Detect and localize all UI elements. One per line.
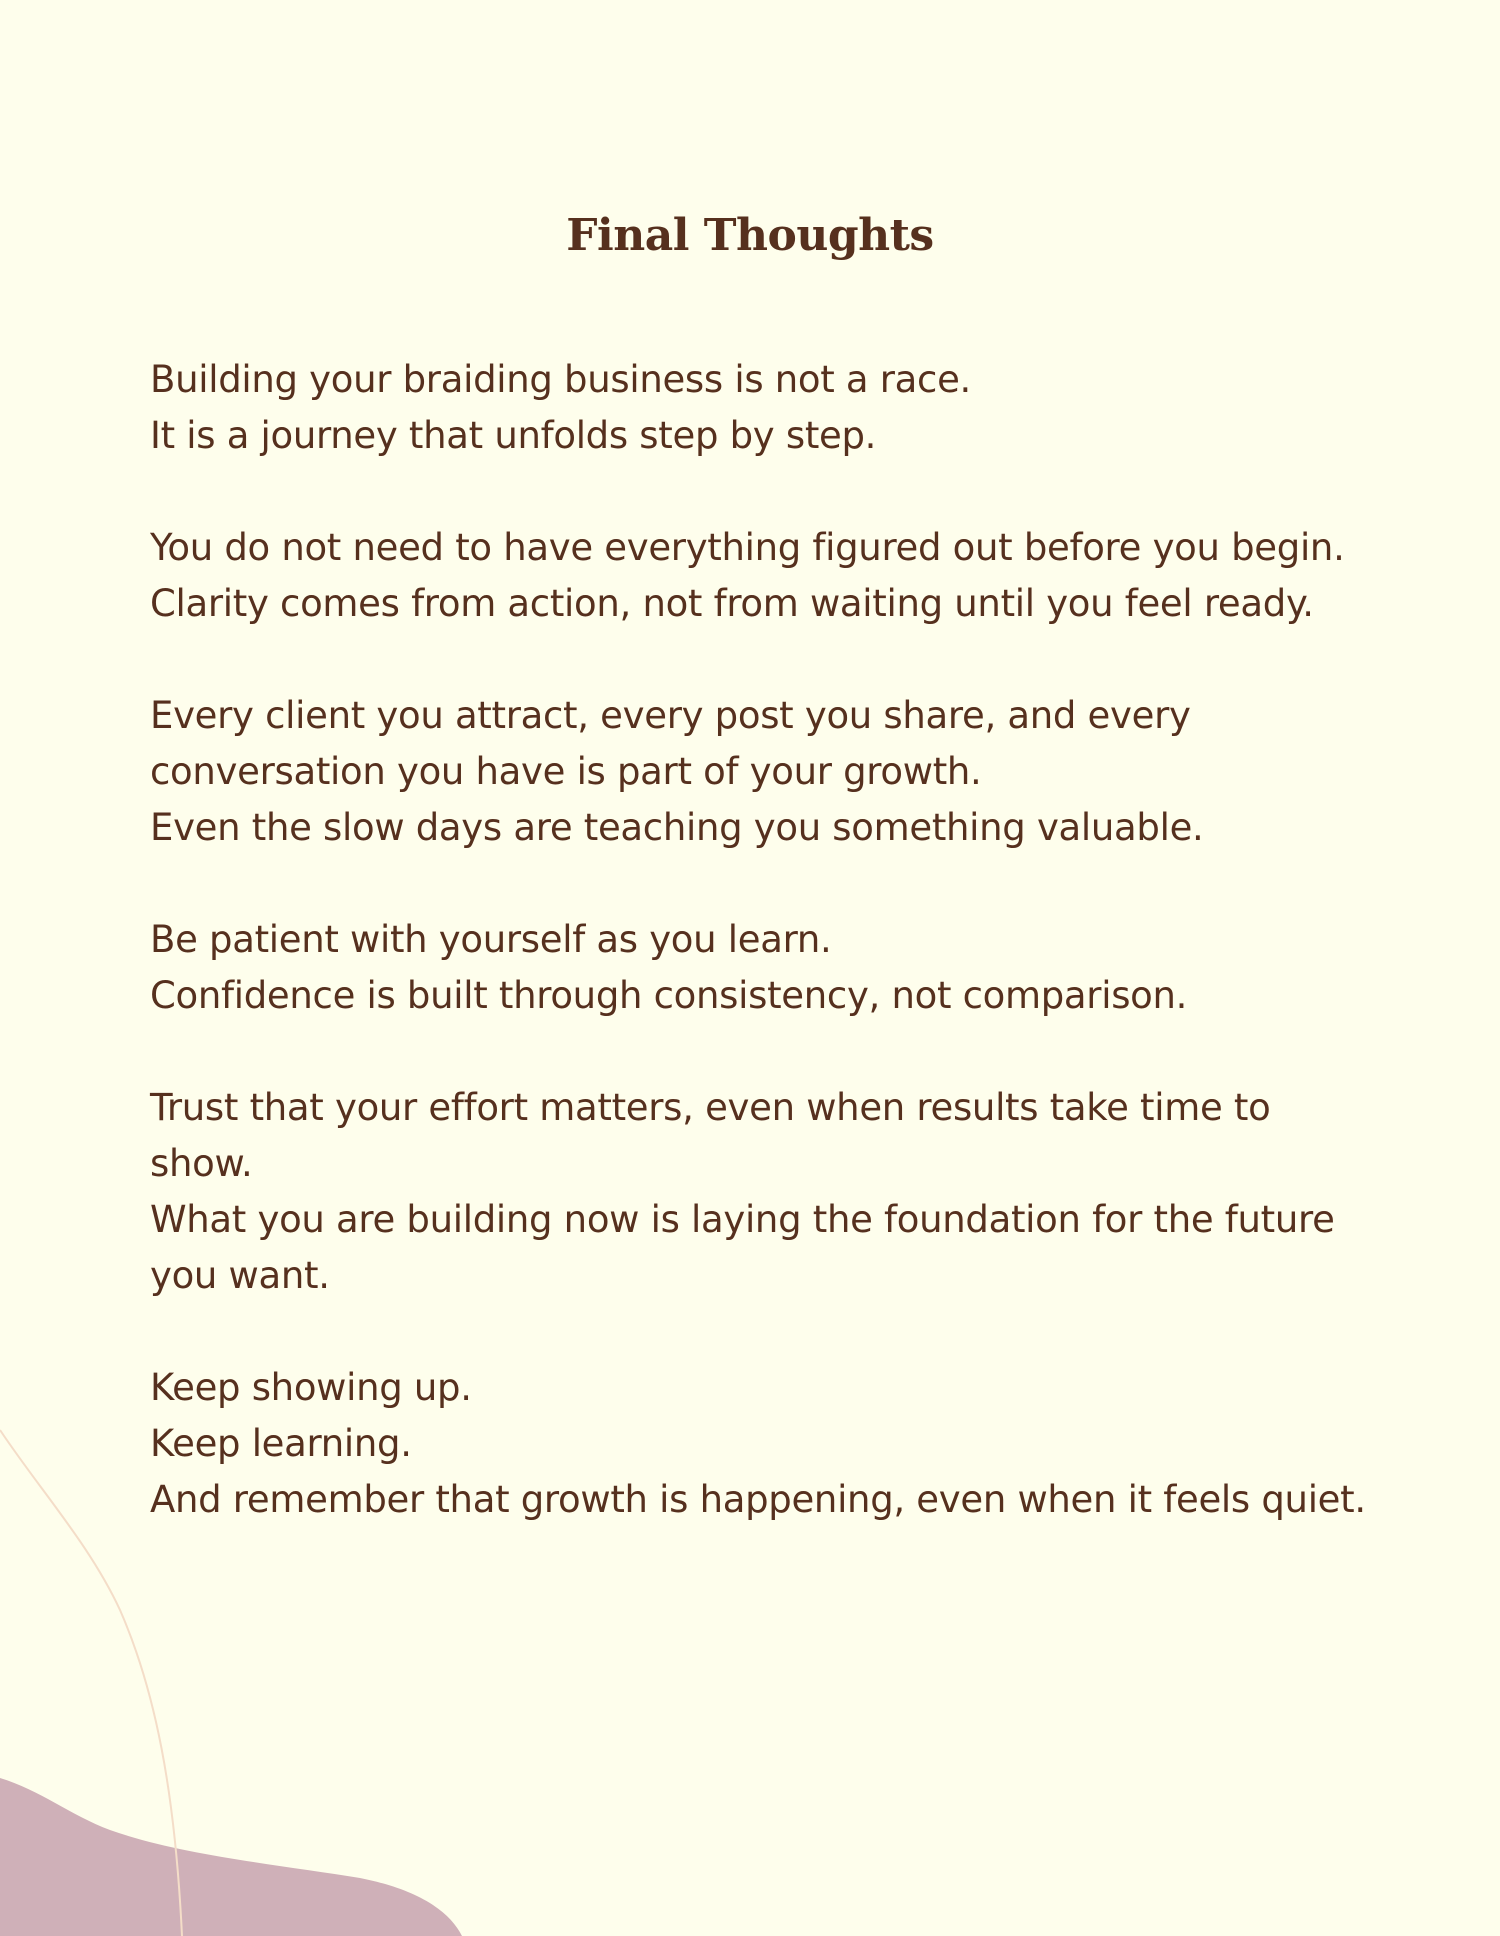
decorative-blob (0, 1778, 462, 1936)
paragraph (150, 352, 1370, 464)
text-line: You do not need to have everything figured out before you begin. (150, 526, 1345, 569)
paragraph (150, 912, 1370, 1024)
text-line: What you are building now is laying the foundation for the future you want. (150, 1198, 1335, 1297)
text-line: Clarity comes from action, not from waiting until you feel ready. (150, 582, 1314, 625)
text-line: And remember that growth is happening, even when it feels quiet. (150, 1478, 1366, 1521)
paragraph (150, 520, 1370, 632)
text-line: Trust that your effort matters, even when results take time to show. (150, 1086, 1271, 1185)
body-text (150, 352, 1370, 1584)
text-line: Keep showing up. (150, 1366, 472, 1409)
text-line: Building your braiding business is not a race. (150, 358, 972, 401)
text-line: Keep learning. (150, 1422, 412, 1465)
text-line: Every client you attract, every post you share, and every conversation you have is part of your growth. (150, 694, 1191, 793)
paragraph (150, 1080, 1370, 1304)
paragraph (150, 688, 1370, 856)
page-title: Final Thoughts (566, 210, 934, 261)
text-line: Even the slow days are teaching you something valuable. (150, 806, 1204, 849)
text-line: It is a journey that unfolds step by step. (150, 414, 877, 457)
paragraph (150, 1360, 1370, 1528)
text-line: Confidence is built through consistency, not comparison. (150, 974, 1188, 1017)
text-line: Be patient with yourself as you learn. (150, 918, 832, 961)
